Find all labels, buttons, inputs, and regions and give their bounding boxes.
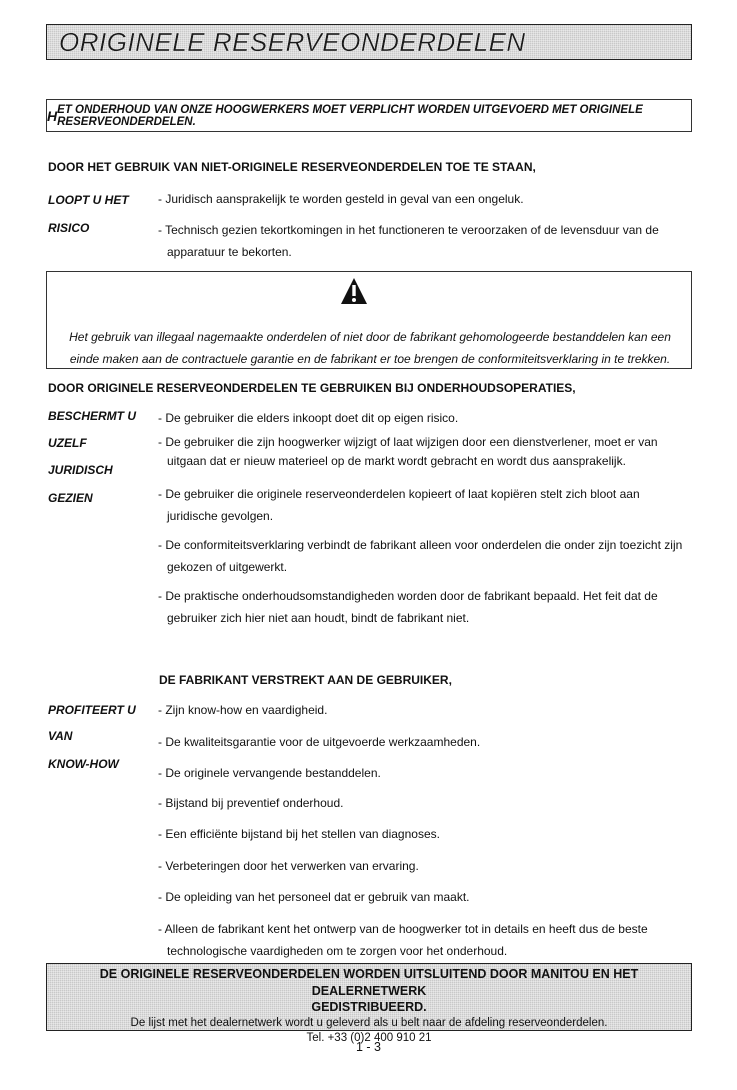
section3-side-label: KNOW-HOW [48, 757, 119, 771]
item-line-continued: gekozen of uitgewerkt. [167, 560, 288, 574]
section3-item: - De opleiding van het personeel dat er gebruik van maakt. [158, 890, 470, 904]
section3-item: - Verbeteringen door het verwerken van ervaring. [158, 859, 419, 873]
section2-side-label: UZELF [48, 436, 87, 450]
section3-heading: DE FABRIKANT VERSTREKT AAN DE GEBRUIKER, [159, 673, 452, 687]
section3-item: - Zijn know-how en vaardigheid. [158, 703, 328, 717]
section1-side-label: LOOPT U HET [48, 193, 129, 207]
section2-item [158, 433, 686, 471]
section3-side-label: VAN [48, 729, 73, 743]
item-line-continued: technologische vaardigheden om te zorgen voor het onderhoud. [167, 944, 508, 958]
section2-item [158, 534, 686, 578]
maintenance-notice [46, 99, 692, 132]
section2-item [158, 483, 686, 527]
section1-side-label: RISICO [48, 221, 90, 235]
section3-item: - Bijstand bij preventief onderhoud. [158, 796, 344, 810]
warning-text [60, 326, 680, 370]
section2-item [158, 585, 686, 629]
item-line: - De gebruiker die originele reserveonderdelen kopieert of laat kopiëren stelt zich bloot aan [158, 487, 640, 501]
item-line-continued: apparatuur te bekorten. [167, 245, 292, 259]
section2-heading: DOOR ORIGINELE RESERVEONDERDELEN TE GEBRUIKEN BIJ ONDERHOUDSOPERATIES, [48, 381, 576, 395]
section2-side-label: JURIDISCH [48, 463, 113, 477]
page-title: ORIGINELE RESERVEONDERDELEN [59, 26, 526, 57]
item-line-continued: juridische gevolgen. [167, 509, 274, 523]
page-title-bar [46, 24, 692, 60]
dealer-list-info: De lijst met het dealernetwerk wordt u geleverd als u belt naar de afdeling reserveonderdelen. [130, 1017, 608, 1029]
item-line: - Alleen de fabrikant kent het ontwerp van de hoogwerker tot in details en heeft dus de beste [158, 922, 648, 936]
item-line: - De praktische onderhoudsomstandigheden worden door de fabrikant bepaald. Het feit dat de [158, 589, 658, 603]
section3-item [158, 918, 686, 962]
section1-item [158, 219, 686, 263]
section1-heading: DOOR HET GEBRUIK VAN NIET-ORIGINELE RESERVEONDERDELEN TOE TE STAAN, [48, 160, 536, 174]
section2-side-label: GEZIEN [48, 491, 93, 505]
notice-text: ET ONDERHOUD VAN ONZE HOOGWERKERS MOET VERPLICHT WORDEN UITGEVOERD MET ORIGINELE RESERVEONDERDELEN. [57, 103, 643, 128]
item-line: - Technisch gezien tekortkomingen in het functioneren te veroorzaken of de levensduur van de [158, 223, 659, 237]
item-line: - De gebruiker die zijn hoogwerker wijzigt of laat wijzigen door een dienstverlener, moet er van [158, 435, 658, 449]
warning-line: Het gebruik van illegaal nagemaakte onderdelen of niet door de fabrikant gehomologeerde bestanddelen kan een [69, 330, 671, 344]
distribution-notice-box [46, 963, 692, 1044]
section3-item: - De originele vervangende bestanddelen. [158, 766, 381, 780]
section3-side-label: PROFITEERT U [48, 703, 136, 717]
item-line-continued: gebruiker zich hier niet aan houdt, bindt de fabrikant niet. [167, 611, 470, 625]
section3-item: - De kwaliteitsgarantie voor de uitgevoerde werkzaamheden. [158, 735, 481, 749]
item-line: - De conformiteitsverklaring verbindt de fabrikant alleen voor onderdelen die onder zijn toezicht zijn [158, 538, 683, 552]
distribution-heading: DE ORIGINELE RESERVEONDERDELEN WORDEN UITSLUITEND DOOR MANITOU EN HET DEALERNETWERK [99, 967, 639, 998]
distribution-heading-cont: GEDISTRIBUEERD. [311, 1000, 427, 1014]
warning-triangle-icon [339, 276, 369, 306]
section2-item: - De gebruiker die elders inkoopt doet dit op eigen risico. [158, 411, 459, 425]
warning-line: einde maken aan de contractuele garantie en de fabrikant er toe brengen de conformiteitsverklaring in te trekken. [69, 352, 671, 366]
section1-item: - Juridisch aansprakelijk te worden gesteld in geval van een ongeluk. [158, 192, 524, 206]
section3-item: - Een efficiënte bijstand bij het stellen van diagnoses. [158, 827, 440, 841]
item-line-continued: uitgaan dat er nieuw materieel op de markt wordt gebracht en wordt dus aansprakelijk. [167, 454, 626, 468]
page-number: 1 - 3 [355, 1040, 381, 1054]
notice-first-letter: H [47, 107, 58, 124]
section2-side-label: BESCHERMT U [48, 409, 137, 423]
phone-number: Tel. +33 (0)2 400 910 21 [306, 1032, 432, 1044]
